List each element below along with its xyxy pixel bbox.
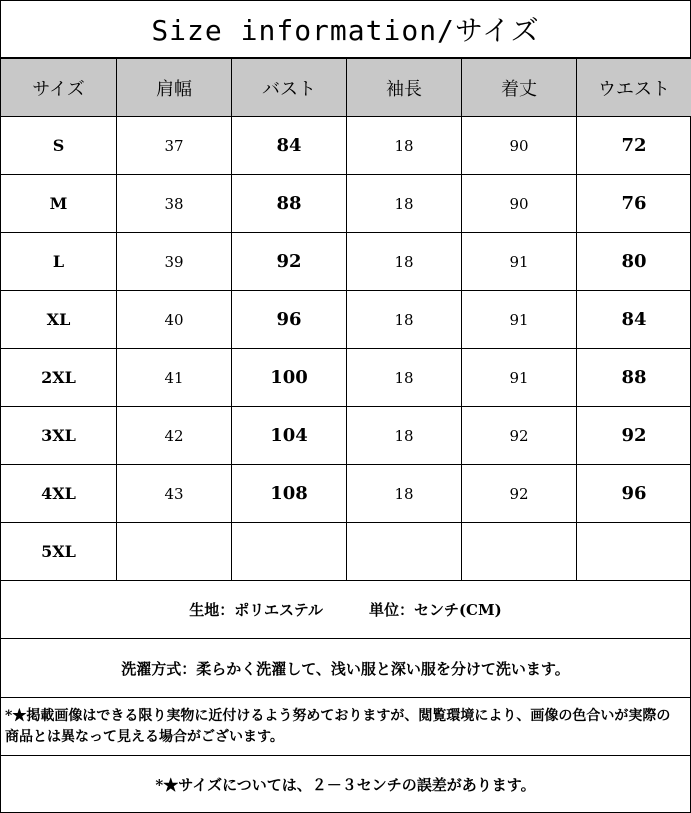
size-table <box>0 58 691 581</box>
disclaimer-text: *★掲載画像はできる限り実物に近付けるよう努めておりますが、閲覧環境により、画像の色合いが実際の商品とは異なって見える場合がございます。 <box>5 707 671 745</box>
table-header-row <box>1 59 691 117</box>
cell-bust: 84 <box>232 117 347 175</box>
header-waist: ウエスト <box>577 59 691 117</box>
cell-size: 5XL <box>1 523 117 581</box>
cell-sleeve <box>347 523 462 581</box>
material-note <box>1 581 690 639</box>
cell-length: 91 <box>462 349 577 407</box>
cell-bust: 96 <box>232 291 347 349</box>
cell-shoulder: 39 <box>117 233 232 291</box>
table-row <box>1 117 691 175</box>
cell-sleeve: 18 <box>347 465 462 523</box>
cell-shoulder: 37 <box>117 117 232 175</box>
cell-sleeve: 18 <box>347 349 462 407</box>
cell-bust: 108 <box>232 465 347 523</box>
cell-sleeve: 18 <box>347 291 462 349</box>
cell-length <box>462 523 577 581</box>
cell-shoulder: 38 <box>117 175 232 233</box>
cell-length: 91 <box>462 291 577 349</box>
size-error-note <box>1 756 690 812</box>
page-title: Size information/サイズ <box>1 1 690 58</box>
cell-bust: 104 <box>232 407 347 465</box>
cell-waist: 92 <box>577 407 691 465</box>
disclaimer-note <box>1 698 690 756</box>
washing-text: 洗濯方式：柔らかく洗濯して、浅い服と深い服を分けて洗います。 <box>121 659 570 678</box>
cell-shoulder <box>117 523 232 581</box>
cell-length: 92 <box>462 465 577 523</box>
cell-size: L <box>1 233 117 291</box>
table-row <box>1 291 691 349</box>
header-shoulder: 肩幅 <box>117 59 232 117</box>
cell-length: 90 <box>462 175 577 233</box>
cell-size: XL <box>1 291 117 349</box>
cell-waist: 80 <box>577 233 691 291</box>
cell-shoulder: 41 <box>117 349 232 407</box>
cell-shoulder: 42 <box>117 407 232 465</box>
cell-size: 4XL <box>1 465 117 523</box>
table-row <box>1 175 691 233</box>
header-size: サイズ <box>1 59 117 117</box>
size-error-text: *★サイズについては、２－３センチの誤差があります。 <box>155 775 536 794</box>
cell-size: 2XL <box>1 349 117 407</box>
cell-bust: 88 <box>232 175 347 233</box>
cell-waist: 76 <box>577 175 691 233</box>
cell-bust: 92 <box>232 233 347 291</box>
cell-waist: 88 <box>577 349 691 407</box>
table-row <box>1 523 691 581</box>
cell-size: M <box>1 175 117 233</box>
cell-sleeve: 18 <box>347 175 462 233</box>
cell-length: 90 <box>462 117 577 175</box>
cell-length: 92 <box>462 407 577 465</box>
header-sleeve: 袖長 <box>347 59 462 117</box>
table-row <box>1 233 691 291</box>
cell-sleeve: 18 <box>347 407 462 465</box>
cell-waist: 84 <box>577 291 691 349</box>
cell-sleeve: 18 <box>347 233 462 291</box>
cell-bust: 100 <box>232 349 347 407</box>
cell-size: S <box>1 117 117 175</box>
unit-text: 単位：センチ(CM) <box>368 601 502 619</box>
cell-shoulder: 40 <box>117 291 232 349</box>
cell-bust <box>232 523 347 581</box>
cell-waist: 96 <box>577 465 691 523</box>
header-bust: バスト <box>232 59 347 117</box>
washing-note <box>1 639 690 698</box>
table-row <box>1 349 691 407</box>
table-row <box>1 465 691 523</box>
cell-length: 91 <box>462 233 577 291</box>
cell-waist <box>577 523 691 581</box>
cell-sleeve: 18 <box>347 117 462 175</box>
cell-shoulder: 43 <box>117 465 232 523</box>
cell-waist: 72 <box>577 117 691 175</box>
table-row <box>1 407 691 465</box>
cell-size: 3XL <box>1 407 117 465</box>
material-text: 生地：ポリエステル <box>189 601 323 619</box>
header-length: 着丈 <box>462 59 577 117</box>
